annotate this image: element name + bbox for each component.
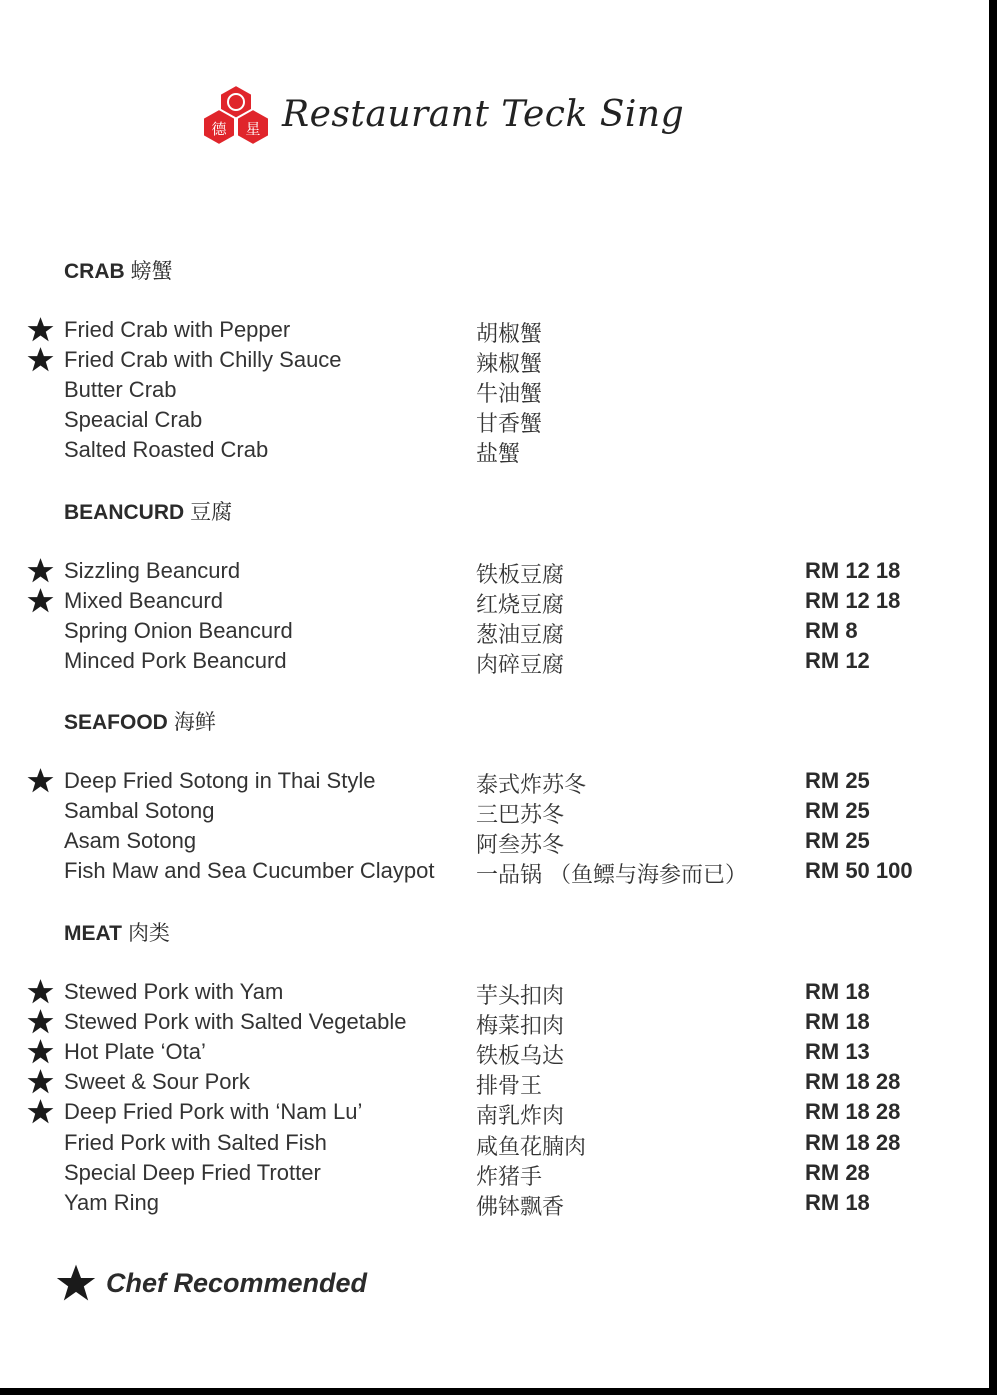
item-name-zh: 铁板乌达 — [476, 1044, 565, 1070]
item-name-en: Salted Roasted Crab — [64, 437, 269, 463]
item-name-zh: 佛钵飘香 — [476, 1194, 565, 1220]
section-title-en: SEAFOOD — [64, 711, 168, 734]
item-price: RM 18 28 — [805, 1099, 901, 1125]
item-name-en: Speacial Crab — [64, 407, 203, 433]
item-name-en: Hot Plate ‘Ota’ — [64, 1039, 206, 1065]
section-title-en: MEAT — [64, 922, 122, 945]
item-name-en: Butter Crab — [64, 377, 177, 403]
section-title — [64, 917, 170, 947]
menu-item — [0, 616, 997, 649]
item-name-en: Deep Fried Sotong in Thai Style — [64, 768, 376, 793]
menu-item — [0, 1158, 997, 1188]
star-icon — [56, 1263, 96, 1303]
item-price: RM 18 28 — [805, 1129, 901, 1155]
item-name-en: Mixed Beancurd — [64, 588, 223, 614]
item-name-en: Deep Fried Pork with ‘Nam Lu’ — [64, 1099, 363, 1125]
item-name-en: Sambal Sotong — [64, 798, 215, 824]
logo-char-left: 德 — [211, 120, 227, 138]
item-name-zh: 红烧豆腐 — [476, 593, 565, 619]
star-icon — [27, 346, 54, 373]
item-name-en: Stewed Pork with Salted Vegetable — [64, 1009, 407, 1035]
star-icon — [27, 1068, 54, 1095]
menu-item — [0, 826, 997, 859]
menu-item — [0, 856, 997, 889]
item-price: RM 8 — [805, 618, 858, 644]
menu-item — [0, 556, 997, 586]
item-name-zh: 梅菜扣肉 — [476, 1014, 565, 1040]
section-title-zh: 豆腐 — [190, 500, 233, 524]
item-name-zh: 泰式炸苏冬 — [476, 773, 587, 798]
item-price: RM 18 — [805, 979, 870, 1004]
item-price: RM 12 18 — [805, 588, 901, 614]
item-name-zh: 排骨王 — [476, 1074, 543, 1100]
star-icon — [27, 767, 54, 794]
menu-item — [0, 1007, 997, 1040]
section-title-en: CRAB — [64, 260, 125, 283]
item-name-en: Fried Pork with Salted Fish — [64, 1129, 327, 1155]
menu-item — [0, 1188, 997, 1218]
item-price: RM 13 — [805, 1039, 870, 1065]
item-name-en: Fish Maw and Sea Cucumber Claypot — [64, 858, 435, 884]
section-title-zh: 海鲜 — [173, 710, 216, 734]
item-name-en: Fried Crab with Chilly Sauce — [64, 347, 342, 373]
star-icon — [27, 557, 54, 584]
item-name-en: Fried Crab with Pepper — [64, 317, 291, 342]
item-name-en: Special Deep Fried Trotter — [64, 1159, 321, 1185]
star-icon — [27, 316, 54, 343]
star-icon — [27, 1098, 54, 1125]
menu-item — [0, 646, 997, 679]
item-name-en: Yam Ring — [64, 1189, 159, 1215]
menu-item — [0, 766, 997, 796]
item-name-zh: 一品锅 （鱼鳔与海参而已） — [476, 863, 747, 889]
item-price: RM 18 28 — [805, 1069, 901, 1095]
menu-item — [0, 345, 997, 378]
item-price: RM 28 — [805, 1159, 870, 1185]
item-name-zh: 咸鱼花腩肉 — [476, 1134, 587, 1160]
item-name-zh: 炸猪手 — [476, 1164, 543, 1190]
item-name-en: Spring Onion Beancurd — [64, 618, 293, 644]
section-title-zh: 螃蟹 — [130, 259, 173, 283]
menu-item — [0, 435, 997, 468]
item-name-en: Minced Pork Beancurd — [64, 648, 287, 674]
item-name-en: Sweet & Sour Pork — [64, 1069, 250, 1095]
star-icon — [27, 978, 54, 1005]
section-title-en: BEANCURD — [64, 501, 185, 524]
item-name-zh: 芋头扣肉 — [476, 984, 565, 1009]
section-title-zh: 肉类 — [127, 921, 170, 945]
item-price: RM 25 — [805, 798, 870, 824]
item-name-zh: 辣椒蟹 — [476, 352, 543, 378]
item-price: RM 25 — [805, 828, 870, 854]
item-name-zh: 牛油蟹 — [476, 382, 543, 408]
menu-item — [0, 586, 997, 619]
menu-item — [0, 796, 997, 829]
star-icon — [27, 587, 54, 614]
item-name-zh: 肉碎豆腐 — [476, 653, 565, 679]
item-name-zh: 铁板豆腐 — [476, 563, 565, 588]
menu-item — [0, 977, 997, 1007]
item-name-zh: 阿叁苏冬 — [476, 833, 565, 859]
restaurant-logo — [200, 83, 272, 145]
item-name-zh: 三巴苏冬 — [476, 803, 565, 829]
item-name-en: Sizzling Beancurd — [64, 558, 241, 583]
item-price: RM 25 — [805, 768, 870, 793]
item-name-en: Stewed Pork with Yam — [64, 979, 284, 1004]
restaurant-header — [200, 82, 684, 146]
legend-label: Chef Recommended — [106, 1267, 368, 1298]
item-name-zh: 南乳炸肉 — [476, 1104, 565, 1130]
item-price: RM 18 — [805, 1009, 870, 1035]
menu-item — [0, 1097, 997, 1130]
menu-item — [0, 375, 997, 408]
item-price: RM 50 100 — [805, 858, 913, 884]
item-name-zh: 盐蟹 — [476, 442, 521, 468]
section-title — [64, 255, 173, 285]
item-name-zh: 甘香蟹 — [476, 412, 543, 438]
restaurant-name: Restaurant Teck Sing — [282, 93, 685, 135]
legend — [56, 1263, 367, 1303]
menu-item — [0, 405, 997, 438]
item-name-zh: 葱油豆腐 — [476, 623, 565, 649]
item-price: RM 12 — [805, 648, 870, 674]
item-price: RM 18 — [805, 1189, 870, 1215]
star-icon — [27, 1008, 54, 1035]
star-icon — [27, 1038, 54, 1065]
menu-item — [0, 1128, 997, 1158]
menu-item — [0, 1067, 997, 1100]
menu-item — [0, 315, 997, 345]
logo-char-right: 星 — [245, 120, 261, 138]
item-price: RM 12 18 — [805, 558, 901, 583]
menu-item — [0, 1037, 997, 1070]
item-name-zh: 胡椒蟹 — [476, 322, 543, 347]
item-name-en: Asam Sotong — [64, 828, 197, 854]
section-title — [64, 706, 216, 736]
section-title — [64, 496, 232, 526]
